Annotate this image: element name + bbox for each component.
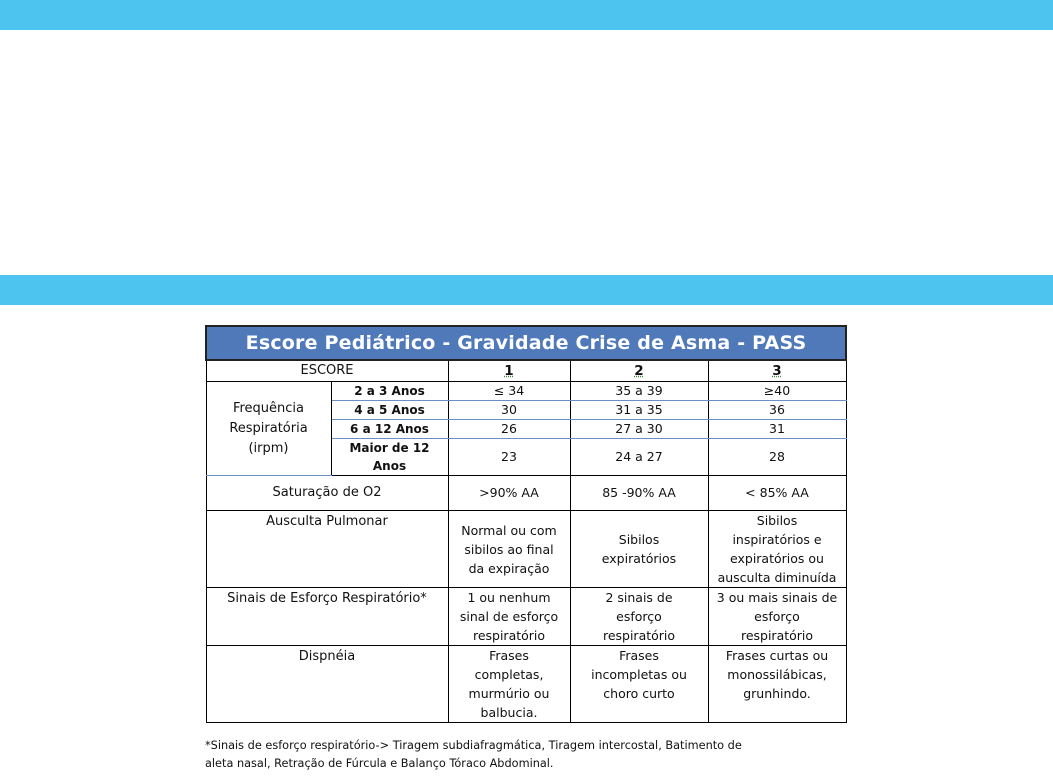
cell-line: expiratórios ou bbox=[730, 551, 824, 566]
dyspnea-label: Dispnéia bbox=[206, 646, 448, 723]
cell-line: sinal de esforço bbox=[459, 609, 559, 624]
cell-line: da expiração bbox=[468, 560, 550, 576]
pass-score-table bbox=[205, 325, 847, 723]
table-cell bbox=[570, 511, 708, 588]
cell-line: grunhindo. bbox=[743, 686, 811, 701]
cell-line: esforço bbox=[754, 609, 800, 624]
cell-line: monossilábicas, bbox=[727, 667, 827, 682]
table-cell: ≥40 bbox=[708, 382, 846, 401]
cell-line: respiratório bbox=[740, 628, 814, 643]
table-cell bbox=[448, 511, 570, 588]
cell-line: esforço bbox=[616, 609, 662, 624]
cell-line: Normal ou com bbox=[461, 522, 557, 538]
table-cell: 27 a 30 bbox=[570, 420, 708, 439]
table-cell bbox=[708, 511, 846, 588]
score-col-3-header bbox=[708, 360, 846, 382]
table-cell bbox=[448, 646, 570, 723]
age-group-label: 6 a 12 Anos bbox=[331, 420, 448, 439]
score-col-1-header bbox=[448, 360, 570, 382]
cell-line: respiratório bbox=[472, 628, 546, 643]
footnote-line1: *Sinais de esforço respiratório-> Tiragem subdiafragmática, Tiragem intercostal, Batimento de bbox=[205, 739, 742, 752]
table-cell bbox=[448, 588, 570, 646]
footnote-line2: aleta nasal, Retração de Fúrcula e Balanço Tóraco Abdominal. bbox=[205, 757, 554, 770]
age-group-label: 2 a 3 Anos bbox=[331, 382, 448, 401]
cell-line: completas, bbox=[474, 667, 544, 682]
escore-header: ESCORE bbox=[206, 360, 448, 382]
cell-line: 3 ou mais sinais de bbox=[716, 590, 838, 605]
cell-line: incompletas ou bbox=[591, 667, 687, 682]
cell-line: Frases bbox=[489, 648, 529, 663]
cell-line: murmúrio ou bbox=[468, 686, 550, 701]
table-cell: 31 bbox=[708, 420, 846, 439]
cell-line: Frases bbox=[619, 648, 659, 663]
table-cell: 30 bbox=[448, 401, 570, 420]
oxygen-saturation-label: Saturação de O2 bbox=[206, 476, 448, 511]
score-col-2-text: 2 bbox=[634, 363, 644, 379]
table-cell: 85 -90% AA bbox=[570, 476, 708, 511]
table-cell: >90% AA bbox=[448, 476, 570, 511]
table-cell: 24 a 27 bbox=[570, 439, 708, 476]
cell-line: inspiratórios e bbox=[732, 532, 822, 547]
respiratory-rate-label-line3: (irpm) bbox=[248, 440, 289, 456]
top-accent-band bbox=[0, 0, 1053, 30]
cell-line: Sibilos bbox=[756, 513, 798, 528]
respiratory-rate-label-line1: Frequência bbox=[232, 400, 305, 416]
age-group-label: Maior de 12 Anos bbox=[331, 439, 448, 476]
cell-line: sibilos ao final bbox=[464, 541, 554, 557]
cell-line: expiratórios bbox=[601, 551, 677, 566]
table-title: Escore Pediátrico - Gravidade Crise de Asma - PASS bbox=[206, 326, 846, 360]
cell-line: ausculta diminuída bbox=[717, 570, 837, 585]
respiratory-rate-label-line2: Respiratória bbox=[229, 420, 308, 436]
table-footnote bbox=[205, 737, 845, 773]
cell-line: respiratório bbox=[602, 628, 676, 643]
pulmonary-auscultation-label: Ausculta Pulmonar bbox=[206, 511, 448, 588]
table-cell bbox=[570, 588, 708, 646]
table-cell: < 85% AA bbox=[708, 476, 846, 511]
cell-line: 2 sinais de bbox=[605, 590, 673, 605]
table-cell: 31 a 35 bbox=[570, 401, 708, 420]
respiratory-effort-label: Sinais de Esforço Respiratório* bbox=[206, 588, 448, 646]
score-col-2-header bbox=[570, 360, 708, 382]
table-cell bbox=[570, 646, 708, 723]
middle-accent-band bbox=[0, 275, 1053, 305]
score-col-1-text: 1 bbox=[504, 363, 514, 379]
cell-line: balbucia. bbox=[480, 705, 538, 720]
respiratory-rate-label bbox=[206, 382, 331, 476]
cell-line: Sibilos bbox=[618, 532, 660, 547]
cell-line: Frases curtas ou bbox=[725, 648, 829, 663]
age-group-label: 4 a 5 Anos bbox=[331, 401, 448, 420]
table-cell: 26 bbox=[448, 420, 570, 439]
table-cell bbox=[708, 646, 846, 723]
table-cell: 23 bbox=[448, 439, 570, 476]
cell-line: choro curto bbox=[603, 686, 675, 701]
cell-line: 1 ou nenhum bbox=[467, 590, 551, 605]
table-cell: ≤ 34 bbox=[448, 382, 570, 401]
table-cell: 36 bbox=[708, 401, 846, 420]
score-col-3-text: 3 bbox=[772, 363, 782, 379]
table-cell: 35 a 39 bbox=[570, 382, 708, 401]
table-cell bbox=[708, 588, 846, 646]
table-cell: 28 bbox=[708, 439, 846, 476]
